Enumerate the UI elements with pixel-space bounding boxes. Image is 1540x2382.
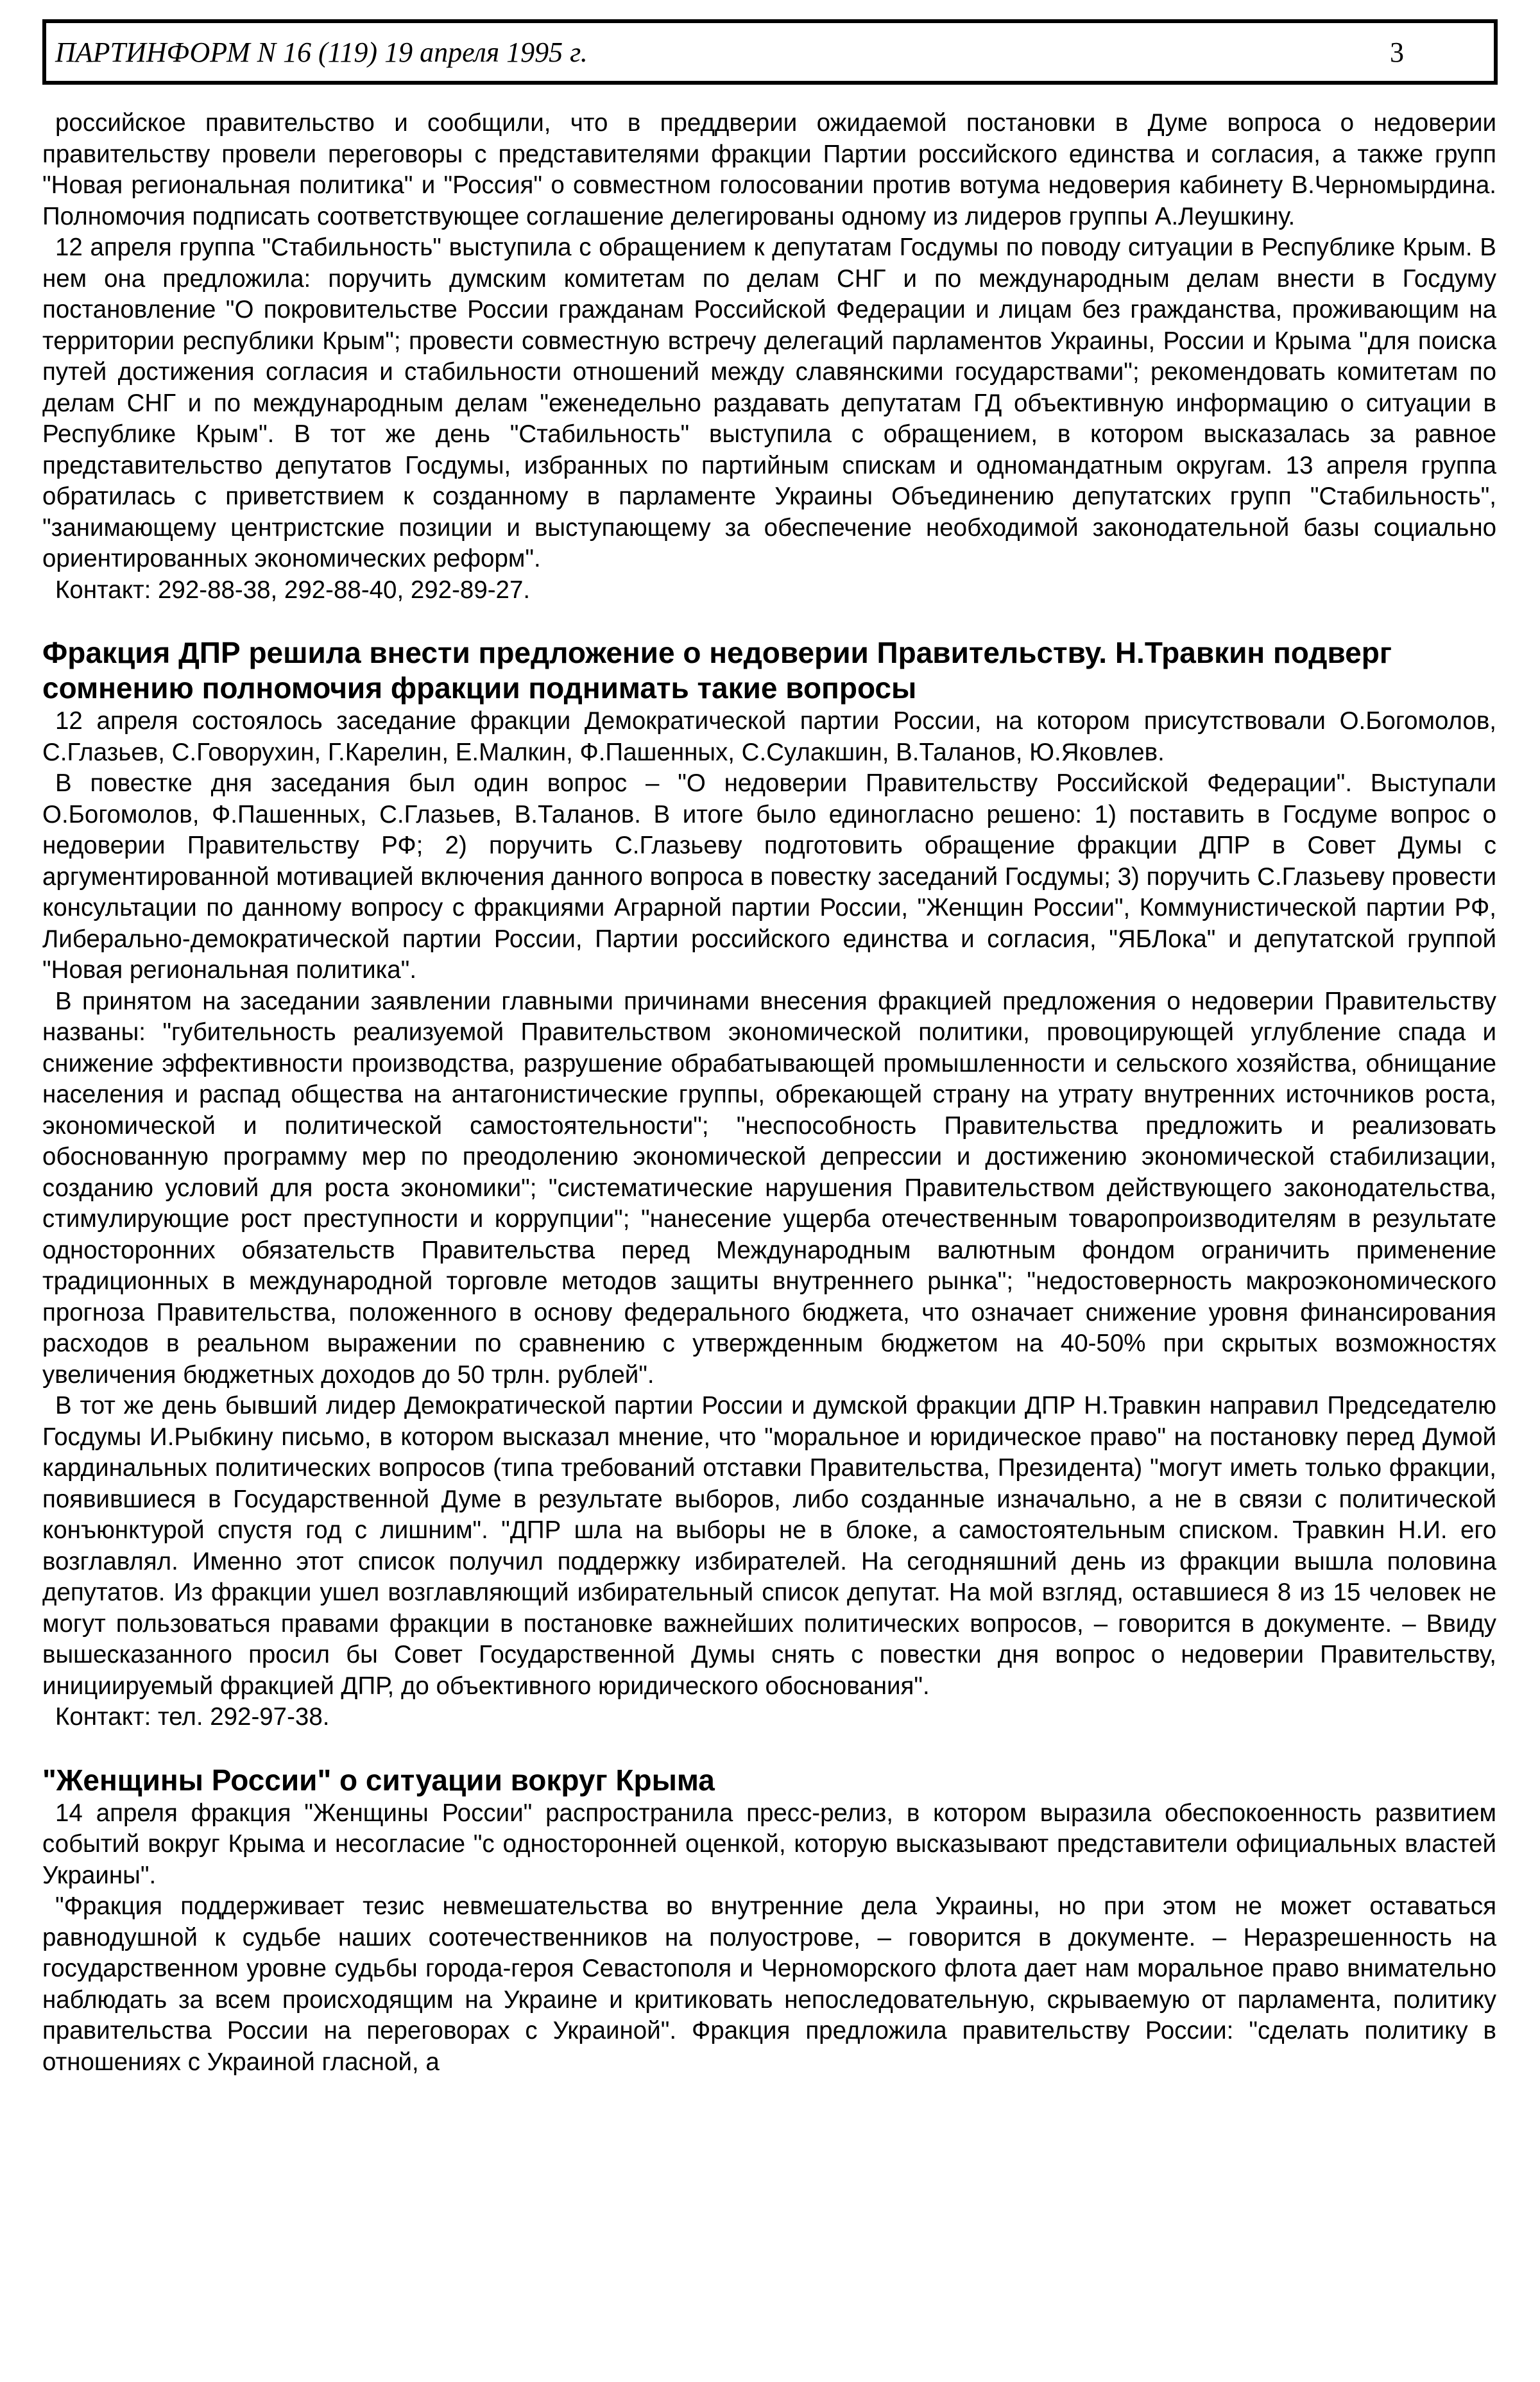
page-number: 3 [1390,37,1404,68]
article1-paragraph-1: 12 апреля состоялось заседание фракции Демократической партии России, на котором присутствовали О.Богомолов, С.Глазьев, С.Говорухин, Г.Карелин, Е.Малкин, Ф.Пашенных, С.Сулакшин, В.Таланов, Ю.Яковлев. [42,707,1496,766]
page-header [42,19,1498,85]
article1-paragraph-4: В тот же день бывший лидер Демократической партии России и думской фракции ДПР Н.Травкин направил Председателю Госдумы И.Рыбкину письмо, в котором высказал мнение, что "моральное и юридическое право" на постановку перед Думой кардинальных политических вопросов (типа требований отставки Правительства, Президента) "могут иметь только фракции, появившиеся в Государственной Думе в результате выборов, либо созданные изначально, а не в связи с политической конъюнктурой спустя год с лишним". "ДПР шла на выборы не в блоке, а самостоятельным списком. Травкин Н.И. его возглавлял. Именно этот список получил поддержку избирателей. На сегодняшний день из фракции вышла половина депутатов. Из фракции ушел возглавляющий избирательный список депутат. На мой взгляд, оставшиеся 8 из 15 человек не могут пользоваться правами фракции в постановке важнейших политических вопросов, – говорится в документе. – Ввиду вышесказанного просил бы Совет Государственной Думы снять с повестки дня вопрос о недоверии Правительству, инициируемый фракцией ДПР, до объективного юридического обоснования". [42,1392,1496,1700]
intro-paragraph-1: российское правительство и сообщили, что в преддверии ожидаемой постановки в Думе вопроса о недоверии правительству провели переговоры с представителями фракции Партии российского единства и согласия, а также групп "Новая региональная политика" и "Россия" о совместном голосовании против вотума недоверия кабинету В.Черномырдина. Полномочия подписать соответствующее соглашение делегированы одному из лидеров группы А.Леушкину. [42,109,1496,230]
article2-paragraph-1: 14 апреля фракция "Женщины России" распространила пресс-релиз, в котором выразила обеспокоенность развитием событий вокруг Крыма и несогласие "с односторонней оценкой, которую высказывают представители официальных властей Украины". [42,1799,1496,1889]
article1-paragraph-3: В принятом на заседании заявлении главными причинами внесения фракцией предложения о недоверии Правительству названы: "губительность реализуемой Правительством экономической политики, провоцирующей углубление спада и снижение эффективности производства, разрушение обрабатывающей промышленности и сельского хозяйства, обнищание населения и распад общества на антагонистические группы, обрекающей страну на утрату внутренних источников роста, экономической и политической самостоятельности"; "неспособность Правительства предложить и реализовать обоснованную программу мер по преодолению экономической депрессии и достижению экономической стабилизации, созданию условий для роста экономики"; "систематические нарушения Правительством действующего законодательства, стимулирующие рост преступности и коррупции"; "нанесение ущерба отечественным товаропроизводителям в результате односторонних обязательств Правительства перед Международным валютным фондом ограничить применение традиционных в международной торговле методов защиты внутреннего рынка"; "недостоверность макроэкономического прогноза Правительства, положенного в основу федерального бюджета, что означает снижение уровня финансирования расходов в реальном выражении по сравнению с утвержденным бюджетом на 40-50% при скрытых возможностях увеличения бюджетных доходов до 50 трлн. рублей". [42,987,1496,1389]
article2-paragraph-2: "Фракция поддерживает тезис невмешательства во внутренние дела Украины, но при этом не может оставаться равнодушной к судьбе наших соотечественников на полуострове, – говорится в документе. – Неразрешенность на государственном уровне судьбы города-героя Севастополя и Черноморского флота дает нам моральное право внимательно наблюдать за всем происходящим на Украине и критиковать непоследовательную, скрываемую от парламента, политику правительства России на переговорах с Украиной". Фракция предложила правительству России: "сделать политику в отношениях с Украиной гласной, а [42,1892,1496,2076]
article2-headline: "Женщины России" о ситуации вокруг Крыма [42,1763,715,1797]
article1-contact: Контакт: тел. 292-97-38. [55,1703,330,1731]
document-body [42,108,1496,2078]
intro-paragraph-2: 12 апреля группа "Стабильность" выступила с обращением к депутатам Госдумы по поводу ситуации в Республике Крым. В нем она предложила: поручить думским комитетам по делам СНГ и по международным делам внести в Госдуму постановление "О покровительстве России гражданам Российской Федерации и лицам без гражданства, проживающим на территории республики Крым"; провести совместную встречу делегаций парламентов Украины, России и Крыма "для поиска путей достижения согласия и стабильности отношений между славянскими государствами"; рекомендовать комитетам по делам СНГ и по международным делам "еженедельно раздавать депутатам ГД объективную информацию о ситуации в Республике Крым". В тот же день "Стабильность" выступила с обращением, в котором высказалась за равное представительство депутатов Госдумы, избранных по партийным спискам и одномандатным округам. 13 апреля группа обратилась с приветствием к созданному в парламенте Украины Объединению депутатских групп "Стабильность", "занимающему центристские позиции и выступающему за обеспечение необходимой законодательной базы социально ориентированных экономических реформ". [42,234,1496,572]
publication-title: ПАРТИНФОРМ N 16 (119) 19 апреля 1995 г. [55,37,588,68]
article1-headline: Фракция ДПР решила внести предложение о недоверии Правительству. Н.Травкин подверг сомнению полномочия фракции поднимать такие вопросы [42,636,1392,705]
article1-paragraph-2: В повестке дня заседания был один вопрос – "О недоверии Правительству Российской Федерации". Выступали О.Богомолов, Ф.Пашенных, С.Глазьев, В.Таланов. В итоге было единогласно решено: 1) поставить в Госдуме вопрос о недоверии Правительству РФ; 2) поручить С.Глазьеву подготовить обращение фракции ДПР в Совет Думы с аргументированной мотивацией включения данного вопроса в повестку заседаний Госдумы; 3) поручить С.Глазьеву провести консультации по данному вопросу с фракциями Аграрной партии России, "Женщин России", Коммунистической партии РФ, Либерально-демократической партии России, Партии российского единства и согласия, "ЯБЛока" и депутатской группой "Новая региональная политика". [42,769,1496,984]
intro-contact: Контакт: 292-88-38, 292-88-40, 292-89-27. [55,576,531,604]
